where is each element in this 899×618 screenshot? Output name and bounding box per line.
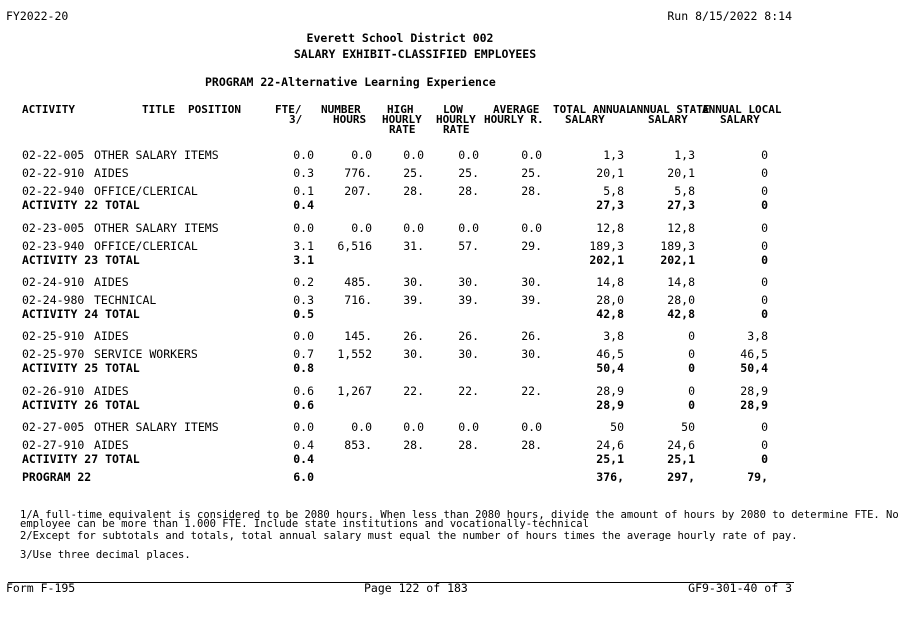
total-cell: 28,0	[596, 293, 624, 307]
state-cell: 0	[688, 384, 695, 398]
state-cell: 14,8	[667, 275, 695, 289]
fiscal-year: FY2022-20	[6, 9, 69, 23]
title-cell: AIDES	[94, 166, 129, 180]
col-low-1: LOW	[443, 103, 463, 116]
state-cell: 28,0	[667, 293, 695, 307]
fte-cell: 0.2	[293, 275, 314, 289]
local-cell: 0	[761, 148, 768, 162]
activity-cell: ACTIVITY 23 TOTAL	[22, 253, 140, 267]
avg-cell: 39.	[521, 293, 542, 307]
col-total-2: SALARY	[565, 113, 605, 126]
activity-cell: 02-26-910	[22, 384, 85, 398]
fte-cell: 0.3	[293, 293, 314, 307]
activity-cell: ACTIVITY 27 TOTAL	[22, 452, 140, 466]
state-cell: 12,8	[667, 221, 695, 235]
hours-cell: 853.	[344, 438, 372, 452]
total-cell: 189,3	[589, 239, 624, 253]
high-cell: 28.	[403, 184, 424, 198]
col-high-3: RATE	[389, 123, 416, 136]
col-avg-2: HOURLY R.	[484, 113, 544, 126]
avg-cell: 30.	[521, 347, 542, 361]
local-cell: 3,8	[747, 329, 768, 343]
activity-cell: ACTIVITY 24 TOTAL	[22, 307, 140, 321]
avg-cell: 0.0	[521, 221, 542, 235]
state-cell: 0	[688, 361, 695, 375]
title-cell: AIDES	[94, 329, 129, 343]
state-cell: 0	[688, 398, 695, 412]
fte-cell: 0.0	[293, 148, 314, 162]
local-cell: 0	[761, 184, 768, 198]
col-fte-2: 3/	[289, 113, 303, 126]
program-title: PROGRAM 22-Alternative Learning Experience	[205, 75, 496, 89]
title-cell: AIDES	[94, 438, 129, 452]
hours-cell: 0.0	[351, 221, 372, 235]
fte-cell: 3.1	[293, 239, 314, 253]
fte-cell: 0.5	[293, 307, 314, 321]
activity-cell: ACTIVITY 22 TOTAL	[22, 198, 140, 212]
activity-cell: 02-24-980	[22, 293, 85, 307]
avg-cell: 25.	[521, 166, 542, 180]
low-cell: 57.	[458, 239, 479, 253]
title-cell: AIDES	[94, 384, 129, 398]
high-cell: 28.	[403, 438, 424, 452]
fte-cell: 0.0	[293, 221, 314, 235]
state-cell: 0	[688, 329, 695, 343]
low-cell: 30.	[458, 347, 479, 361]
footnote-3: 3/Use three decimal places.	[20, 549, 191, 561]
report-subtitle: SALARY EXHIBIT-CLASSIFIED EMPLOYEES	[293, 47, 537, 61]
hours-cell: 145.	[344, 329, 372, 343]
local-cell: 0	[761, 307, 768, 321]
state-cell: 297,	[667, 470, 695, 484]
high-cell: 0.0	[403, 148, 424, 162]
avg-cell: 0.0	[521, 420, 542, 434]
high-cell: 26.	[403, 329, 424, 343]
state-cell: 27,3	[667, 198, 695, 212]
col-low-2: HOURLY	[436, 113, 476, 126]
fte-cell: 0.4	[293, 198, 314, 212]
hours-cell: 776.	[344, 166, 372, 180]
title-cell: AIDES	[94, 275, 129, 289]
col-hours-1: NUMBER	[321, 103, 361, 116]
col-hours-2: HOURS	[333, 113, 367, 126]
avg-cell: 30.	[521, 275, 542, 289]
state-cell: 20,1	[667, 166, 695, 180]
high-cell: 31.	[403, 239, 424, 253]
footnote-1a: 1/A full-time equivalent is considered to be 2080 hours. When less than 2080 hours, divide the amount of hours by 2080 to determine FTE. No	[20, 509, 899, 521]
district-name: Everett School District 002	[306, 31, 494, 45]
activity-cell: 02-27-910	[22, 438, 85, 452]
form-number: Form F-195	[6, 581, 76, 595]
hours-cell: 0.0	[351, 148, 372, 162]
avg-cell: 28.	[521, 438, 542, 452]
run-date: Run 8/15/2022 8:14	[667, 9, 792, 23]
local-cell: 0	[761, 221, 768, 235]
col-activity: ACTIVITY	[22, 103, 75, 116]
total-cell: 46,5	[596, 347, 624, 361]
avg-cell: 0.0	[521, 148, 542, 162]
title-cell: OTHER SALARY ITEMS	[94, 420, 219, 434]
activity-cell: 02-22-940	[22, 184, 85, 198]
high-cell: 0.0	[403, 221, 424, 235]
total-cell: 202,1	[589, 253, 624, 267]
total-cell: 25,1	[596, 452, 624, 466]
fte-cell: 0.4	[293, 438, 314, 452]
page-number: Page 122 of 183	[364, 581, 468, 595]
state-cell: 50	[681, 420, 695, 434]
total-cell: 27,3	[596, 198, 624, 212]
fte-cell: 0.8	[293, 361, 314, 375]
local-cell: 0	[761, 420, 768, 434]
local-cell: 0	[761, 239, 768, 253]
low-cell: 25.	[458, 166, 479, 180]
activity-cell: PROGRAM 22	[22, 470, 92, 484]
state-cell: 24,6	[667, 438, 695, 452]
local-cell: 0	[761, 253, 768, 267]
col-position: POSITION	[188, 103, 241, 116]
col-low-3: RATE	[443, 123, 470, 136]
activity-cell: 02-23-005	[22, 221, 85, 235]
low-cell: 0.0	[458, 221, 479, 235]
hours-cell: 716.	[344, 293, 372, 307]
title-cell: TECHNICAL	[94, 293, 157, 307]
high-cell: 30.	[403, 347, 424, 361]
local-cell: 28,9	[740, 384, 768, 398]
fte-cell: 0.3	[293, 166, 314, 180]
title-cell: OTHER SALARY ITEMS	[94, 148, 219, 162]
high-cell: 25.	[403, 166, 424, 180]
high-cell: 22.	[403, 384, 424, 398]
activity-cell: 02-23-940	[22, 239, 85, 253]
local-cell: 0	[761, 198, 768, 212]
avg-cell: 26.	[521, 329, 542, 343]
avg-cell: 22.	[521, 384, 542, 398]
footnote-1b: employee can be more than 1.000 FTE. Include state institutions and vocationally-technical	[20, 518, 589, 530]
activity-cell: ACTIVITY 25 TOTAL	[22, 361, 140, 375]
hours-cell: 207.	[344, 184, 372, 198]
total-cell: 14,8	[596, 275, 624, 289]
hours-cell: 1,552	[337, 347, 372, 361]
low-cell: 26.	[458, 329, 479, 343]
total-cell: 3,8	[603, 329, 624, 343]
local-cell: 28,9	[740, 398, 768, 412]
fte-cell: 0.1	[293, 184, 314, 198]
local-cell: 0	[761, 275, 768, 289]
local-cell: 0	[761, 438, 768, 452]
high-cell: 30.	[403, 275, 424, 289]
activity-cell: 02-25-910	[22, 329, 85, 343]
activity-cell: 02-22-005	[22, 148, 85, 162]
low-cell: 28.	[458, 438, 479, 452]
col-fte-1: FTE/	[275, 103, 302, 116]
local-cell: 50,4	[740, 361, 768, 375]
state-cell: 5,8	[674, 184, 695, 198]
col-title: TITLE	[142, 103, 176, 116]
total-cell: 376,	[596, 470, 624, 484]
col-high-2: HOURLY	[382, 113, 422, 126]
total-cell: 50,4	[596, 361, 624, 375]
state-cell: 0	[688, 347, 695, 361]
fte-cell: 6.0	[293, 470, 314, 484]
local-cell: 0	[761, 452, 768, 466]
low-cell: 0.0	[458, 420, 479, 434]
activity-cell: ACTIVITY 26 TOTAL	[22, 398, 140, 412]
activity-cell: 02-24-910	[22, 275, 85, 289]
local-cell: 0	[761, 166, 768, 180]
footnote-2: 2/Except for subtotals and totals, total annual salary must equal the number of hours times the average hourly rate of pay.	[20, 530, 798, 542]
total-cell: 28,9	[596, 398, 624, 412]
low-cell: 30.	[458, 275, 479, 289]
hours-cell: 6,516	[337, 239, 372, 253]
fte-cell: 3.1	[293, 253, 314, 267]
local-cell: 46,5	[740, 347, 768, 361]
form-code: GF9-301-40 of 3	[688, 581, 792, 595]
fte-cell: 0.7	[293, 347, 314, 361]
total-cell: 20,1	[596, 166, 624, 180]
hours-cell: 1,267	[337, 384, 372, 398]
state-cell: 42,8	[667, 307, 695, 321]
avg-cell: 29.	[521, 239, 542, 253]
col-high-1: HIGH	[387, 103, 414, 116]
low-cell: 0.0	[458, 148, 479, 162]
low-cell: 39.	[458, 293, 479, 307]
local-cell: 79,	[747, 470, 768, 484]
title-cell: OFFICE/CLERICAL	[94, 239, 198, 253]
fte-cell: 0.0	[293, 420, 314, 434]
title-cell: OFFICE/CLERICAL	[94, 184, 198, 198]
state-cell: 202,1	[660, 253, 695, 267]
high-cell: 39.	[403, 293, 424, 307]
col-avg-1: AVERAGE	[493, 103, 540, 116]
local-cell: 0	[761, 293, 768, 307]
low-cell: 28.	[458, 184, 479, 198]
fte-cell: 0.6	[293, 398, 314, 412]
avg-cell: 28.	[521, 184, 542, 198]
low-cell: 22.	[458, 384, 479, 398]
fte-cell: 0.6	[293, 384, 314, 398]
state-cell: 1,3	[674, 148, 695, 162]
col-local-2: SALARY	[720, 113, 760, 126]
total-cell: 12,8	[596, 221, 624, 235]
col-state-1: ANNUAL STATE	[630, 103, 710, 116]
activity-cell: 02-22-910	[22, 166, 85, 180]
fte-cell: 0.0	[293, 329, 314, 343]
col-state-2: SALARY	[648, 113, 688, 126]
hours-cell: 0.0	[351, 420, 372, 434]
title-cell: SERVICE WORKERS	[94, 347, 198, 361]
col-total-1: TOTAL ANNUAL	[553, 103, 633, 116]
total-cell: 1,3	[603, 148, 624, 162]
total-cell: 42,8	[596, 307, 624, 321]
activity-cell: 02-25-970	[22, 347, 85, 361]
total-cell: 24,6	[596, 438, 624, 452]
activity-cell: 02-27-005	[22, 420, 85, 434]
total-cell: 28,9	[596, 384, 624, 398]
state-cell: 25,1	[667, 452, 695, 466]
total-cell: 5,8	[603, 184, 624, 198]
title-cell: OTHER SALARY ITEMS	[94, 221, 219, 235]
high-cell: 0.0	[403, 420, 424, 434]
col-local-1: ANNUAL LOCAL	[702, 103, 782, 116]
total-cell: 50	[610, 420, 624, 434]
fte-cell: 0.4	[293, 452, 314, 466]
hours-cell: 485.	[344, 275, 372, 289]
state-cell: 189,3	[660, 239, 695, 253]
